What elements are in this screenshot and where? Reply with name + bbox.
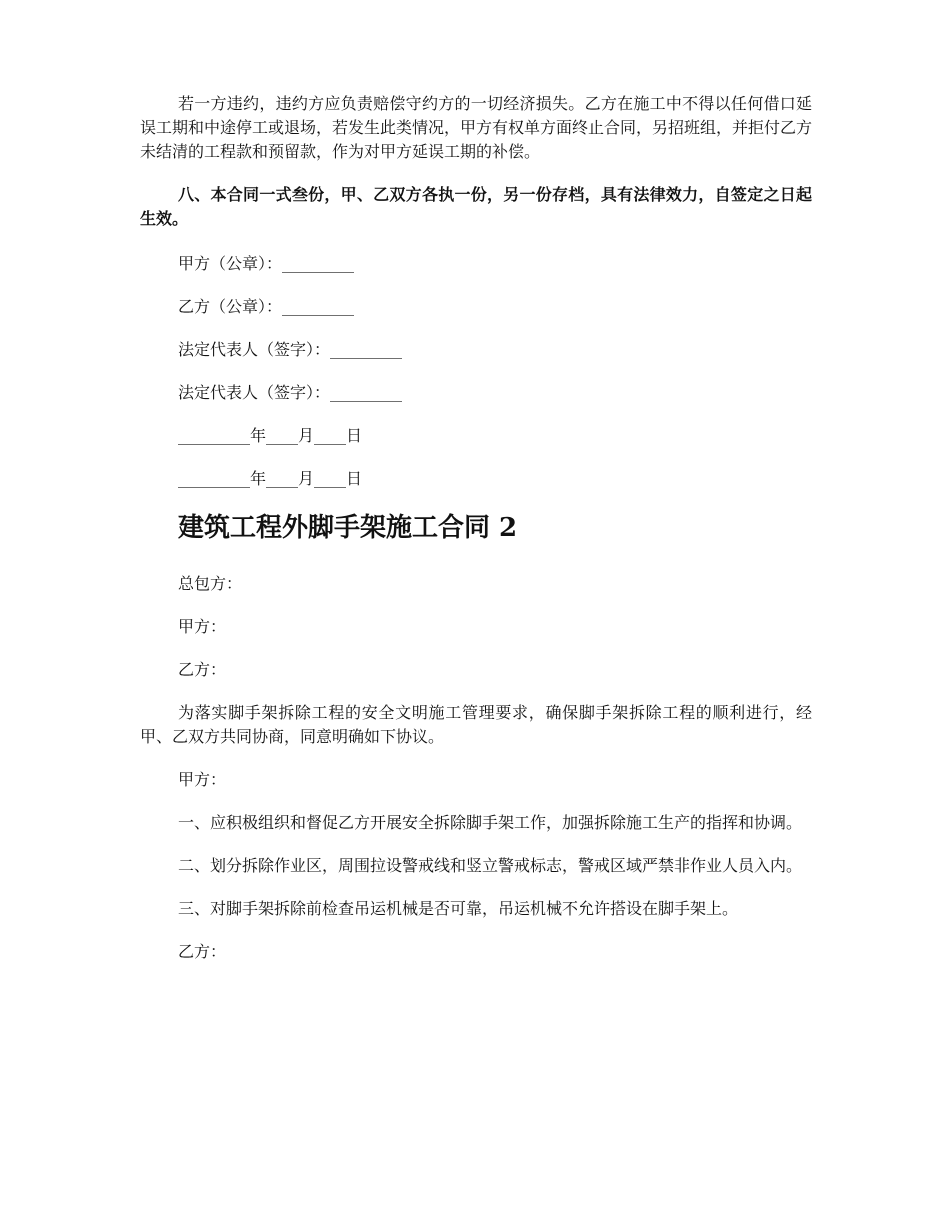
party-a-item-2: 二、划分拆除作业区，周围拉设警戒线和竖立警戒标志，警戒区域严禁非作业人员入内。 xyxy=(178,856,803,875)
signature-legal-rep-2: 法定代表人（签字）：_________ xyxy=(178,383,403,402)
signature-party-a-seal: 甲方（公章）：_________ xyxy=(178,254,355,273)
party-a: 甲方： xyxy=(178,617,227,636)
document-page xyxy=(140,92,812,983)
signature-date-1: _________年____月____日 xyxy=(178,426,363,445)
signature-party-b-seal: 乙方（公章）：_________ xyxy=(178,297,355,316)
party-b: 乙方： xyxy=(178,660,227,679)
party-b-section-label: 乙方： xyxy=(178,942,227,961)
intro-paragraph: 为落实脚手架拆除工程的安全文明施工管理要求，确保脚手架拆除工程的顺利进行，经甲、乙双方共同协商，同意明确如下协议。 xyxy=(140,703,812,746)
contract-title: 建筑工程外脚手架施工合同 2 xyxy=(178,513,518,543)
clause-eight-paragraph: 八、本合同一式叁份，甲、乙双方各执一份，另一份存档，具有法律效力，自签定之日起生效。 xyxy=(140,185,812,228)
signature-date-2: _________年____月____日 xyxy=(178,469,363,488)
signature-legal-rep-1: 法定代表人（签字）：_________ xyxy=(178,340,403,359)
party-a-item-3: 三、对脚手架拆除前检查吊运机械是否可靠，吊运机械不允许搭设在脚手架上。 xyxy=(178,899,739,918)
breach-paragraph: 若一方违约，违约方应负责赔偿守约方的一切经济损失。乙方在施工中不得以任何借口延误工期和中途停工或退场，若发生此类情况，甲方有权单方面终止合同，另招班组，并拒付乙方未结清的工程款和预留款，作为对甲方延误工期的补偿。 xyxy=(140,94,813,161)
party-general-contractor: 总包方： xyxy=(178,574,243,593)
party-a-item-1: 一、应积极组织和督促乙方开展安全拆除脚手架工作，加强拆除施工生产的指挥和协调。 xyxy=(178,813,803,832)
party-a-section-label: 甲方： xyxy=(178,770,227,789)
